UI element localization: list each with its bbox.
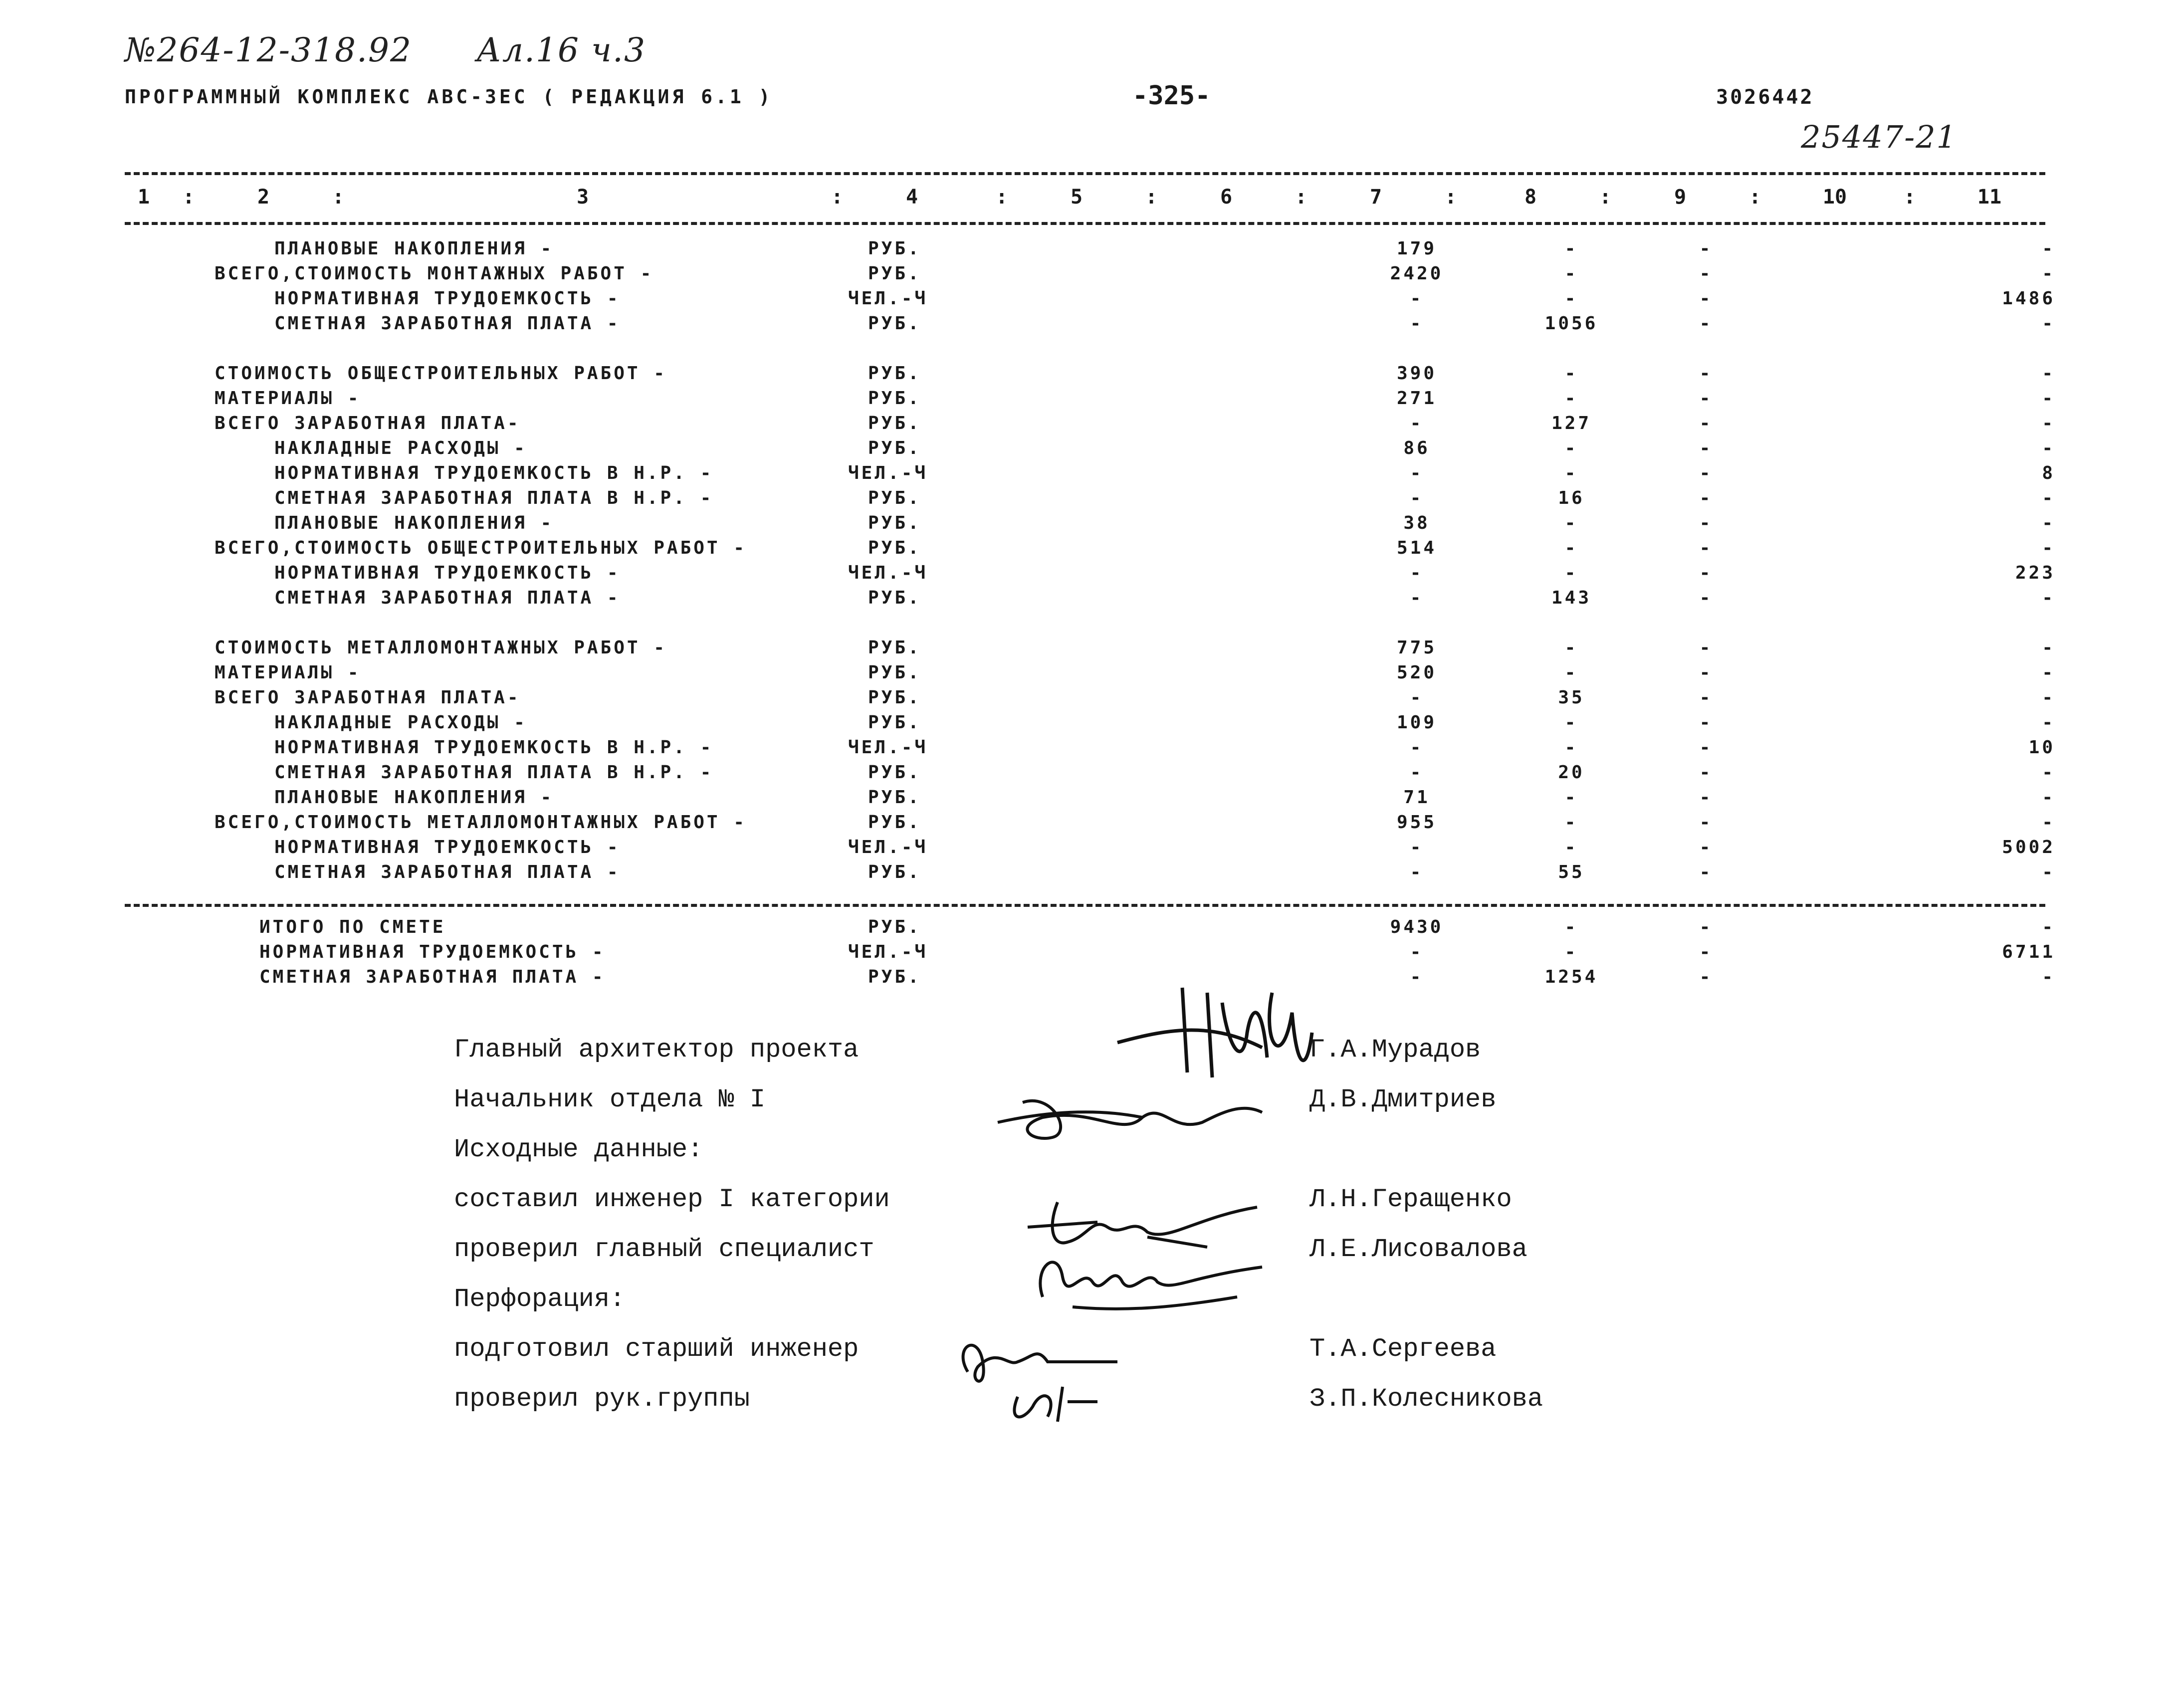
row-unit: РУБ. [868, 488, 921, 508]
col-8-value: 16 [1558, 488, 1585, 508]
col-7-value: - [1410, 588, 1424, 608]
col-8-value: - [1564, 917, 1578, 937]
col-9-value: - [1699, 737, 1713, 758]
row-label: ПЛАНОВЫЕ НАКОПЛЕНИЯ - [274, 513, 554, 533]
row-unit: РУБ. [868, 538, 921, 558]
col-7-value: 271 [1396, 388, 1437, 409]
col-9-value: - [1699, 662, 1713, 683]
col-8-value: - [1564, 638, 1578, 658]
row-unit: ЧЕЛ.-Ч [848, 942, 928, 962]
row-unit: ЧЕЛ.-Ч [848, 463, 928, 483]
col-9-value: - [1699, 762, 1713, 783]
col-8-value: - [1564, 712, 1578, 733]
col-11-value: - [2042, 917, 2055, 937]
table-row [0, 737, 2180, 762]
col-9-value: - [1699, 712, 1713, 733]
col-7-value: 179 [1396, 238, 1437, 259]
signatory-name: Л.Н.Геращенко [1309, 1185, 1512, 1214]
row-unit: РУБ. [868, 238, 921, 259]
table-top-rule [125, 172, 2045, 175]
row-label: ВСЕГО ЗАРАБОТНАЯ ПЛАТА- [215, 413, 521, 433]
table-row [0, 687, 2180, 712]
signatory-name: Л.Е.Лисовалова [1309, 1235, 1527, 1264]
row-label: ВСЕГО,СТОИМОСТЬ МЕТАЛЛОМОНТАЖНЫХ РАБОТ - [215, 812, 747, 833]
table-row [0, 413, 2180, 438]
col-11-value: - [2042, 588, 2055, 608]
col-11-value: - [2042, 967, 2055, 987]
col-9-value: - [1699, 687, 1713, 708]
row-label: СМЕТНАЯ ЗАРАБОТНАЯ ПЛАТА В Н.Р. - [274, 762, 714, 783]
signature-scribble-dmitriev [993, 1082, 1272, 1147]
table-row [0, 917, 2180, 942]
col-9-value: - [1699, 967, 1713, 987]
col-11-value: - [2042, 363, 2055, 384]
row-unit: РУБ. [868, 862, 921, 882]
col-8-value: 55 [1558, 862, 1585, 882]
column-separator: : [1145, 186, 1158, 209]
col-11-value: - [2042, 238, 2055, 259]
column-separator: : [1599, 186, 1612, 209]
column-header: 6 [1220, 186, 1233, 209]
row-unit: РУБ. [868, 712, 921, 733]
handwritten-reference-number: №264-12-318.92 [125, 31, 412, 69]
col-8-value: 143 [1551, 588, 1592, 608]
col-7-value: - [1410, 288, 1424, 309]
col-8-value: - [1564, 363, 1578, 384]
col-7-value: - [1410, 413, 1424, 433]
col-8-value: - [1564, 238, 1578, 259]
row-unit: РУБ. [868, 388, 921, 409]
col-11-value: 223 [2015, 563, 2055, 583]
col-8-value: 1056 [1544, 313, 1598, 334]
table-row [0, 967, 2180, 992]
col-7-value: 38 [1403, 513, 1430, 533]
program-title: ПРОГРАММНЫЙ КОМПЛЕКС АВС-3ЕС ( РЕДАКЦИЯ 6.1 ) [125, 86, 773, 108]
column-header: 8 [1524, 186, 1537, 209]
row-label: НАКЛАДНЫЕ РАСХОДЫ - [274, 438, 527, 458]
col-7-value: 2420 [1390, 263, 1444, 284]
col-7-value: - [1410, 563, 1424, 583]
table-row [0, 837, 2180, 862]
column-separator: : [1903, 186, 1916, 209]
row-unit: РУБ. [868, 812, 921, 833]
signature-role: подготовил старший инженер [454, 1334, 859, 1364]
column-header: 7 [1369, 186, 1382, 209]
col-8-value: - [1564, 662, 1578, 683]
row-label: НАКЛАДНЫЕ РАСХОДЫ - [274, 712, 527, 733]
table-header-rule [125, 222, 2045, 225]
row-unit: РУБ. [868, 662, 921, 683]
table-row [0, 862, 2180, 887]
table-row [0, 812, 2180, 837]
col-11-value: - [2042, 762, 2055, 783]
table-row [0, 563, 2180, 588]
row-label: ИТОГО ПО СМЕТЕ [259, 917, 446, 937]
col-9-value: - [1699, 862, 1713, 882]
table-row [0, 488, 2180, 513]
table-row [0, 263, 2180, 288]
col-8-value: - [1564, 812, 1578, 833]
column-separator: : [995, 186, 1008, 209]
column-separator: : [182, 186, 195, 209]
table-row [0, 662, 2180, 687]
col-9-value: - [1699, 488, 1713, 508]
col-8-value: 127 [1551, 413, 1592, 433]
row-unit: ЧЕЛ.-Ч [848, 737, 928, 758]
col-9-value: - [1699, 942, 1713, 962]
col-11-value: - [2042, 538, 2055, 558]
row-unit: РУБ. [868, 917, 921, 937]
table-row [0, 942, 2180, 967]
row-label: СМЕТНАЯ ЗАРАБОТНАЯ ПЛАТА - [274, 313, 621, 334]
row-label: СТОИМОСТЬ ОБЩЕСТРОИТЕЛЬНЫХ РАБОТ - [215, 363, 667, 384]
table-row [0, 538, 2180, 563]
signature-role: Исходные данные: [454, 1135, 703, 1164]
column-header: 1 [137, 186, 150, 209]
col-9-value: - [1699, 438, 1713, 458]
col-11-value: - [2042, 313, 2055, 334]
row-unit: РУБ. [868, 263, 921, 284]
col-11-value: 8 [2042, 463, 2055, 483]
table-row [0, 388, 2180, 413]
col-9-value: - [1699, 837, 1713, 857]
col-9-value: - [1699, 263, 1713, 284]
col-9-value: - [1699, 812, 1713, 833]
row-unit: РУБ. [868, 313, 921, 334]
row-unit: РУБ. [868, 762, 921, 783]
col-7-value: 520 [1396, 662, 1437, 683]
row-unit: РУБ. [868, 438, 921, 458]
column-header: 11 [1977, 186, 2002, 209]
col-8-value: 35 [1558, 687, 1585, 708]
col-7-value: 86 [1403, 438, 1430, 458]
signature-role: проверил рук.группы [454, 1384, 750, 1414]
signature-role: проверил главный специалист [454, 1235, 874, 1264]
signatory-name: Д.В.Дмитриев [1309, 1085, 1497, 1114]
table-row [0, 463, 2180, 488]
col-7-value: 9430 [1390, 917, 1444, 937]
document-code: 3026442 [1716, 86, 1814, 109]
table-row [0, 513, 2180, 538]
col-11-value: - [2042, 438, 2055, 458]
col-9-value: - [1699, 288, 1713, 309]
row-label: МАТЕРИАЛЫ - [215, 662, 361, 683]
row-unit: ЧЕЛ.-Ч [848, 563, 928, 583]
col-11-value: - [2042, 413, 2055, 433]
column-header: 9 [1674, 186, 1687, 209]
row-label: СМЕТНАЯ ЗАРАБОТНАЯ ПЛАТА - [274, 588, 621, 608]
col-11-value: - [2042, 662, 2055, 683]
column-separator: : [1295, 186, 1308, 209]
row-label: СМЕТНАЯ ЗАРАБОТНАЯ ПЛАТА - [259, 967, 606, 987]
signature-role: Начальник отдела № I [454, 1085, 766, 1114]
col-11-value: 5002 [2002, 837, 2055, 857]
row-label: НОРМАТИВНАЯ ТРУДОЕМКОСТЬ В Н.Р. - [274, 463, 714, 483]
table-row [0, 762, 2180, 787]
col-9-value: - [1699, 588, 1713, 608]
col-7-value: 71 [1403, 787, 1430, 808]
row-label: СМЕТНАЯ ЗАРАБОТНАЯ ПЛАТА В Н.Р. - [274, 488, 714, 508]
row-label: НОРМАТИВНАЯ ТРУДОЕМКОСТЬ - [274, 288, 621, 309]
table-row [0, 313, 2180, 338]
column-separator: : [831, 186, 844, 209]
row-unit: РУБ. [868, 363, 921, 384]
signatory-name: Г.А.Мурадов [1309, 1035, 1481, 1065]
row-label: ПЛАНОВЫЕ НАКОПЛЕНИЯ - [274, 238, 554, 259]
col-11-value: 6711 [2002, 942, 2055, 962]
column-separator: : [332, 186, 345, 209]
row-label: ВСЕГО ЗАРАБОТНАЯ ПЛАТА- [215, 687, 521, 708]
row-label: НОРМАТИВНАЯ ТРУДОЕМКОСТЬ В Н.Р. - [274, 737, 714, 758]
row-unit: РУБ. [868, 588, 921, 608]
page-number: -325- [1132, 81, 1211, 111]
col-8-value: - [1564, 288, 1578, 309]
signature-role: Перфорация: [454, 1284, 626, 1314]
row-label: ВСЕГО,СТОИМОСТЬ ОБЩЕСТРОИТЕЛЬНЫХ РАБОТ - [215, 538, 747, 558]
col-9-value: - [1699, 413, 1713, 433]
col-7-value: 390 [1396, 363, 1437, 384]
col-8-value: - [1564, 837, 1578, 857]
column-header: 10 [1822, 186, 1847, 209]
col-7-value: - [1410, 737, 1424, 758]
col-11-value: 1486 [2002, 288, 2055, 309]
col-7-value: - [1410, 762, 1424, 783]
col-9-value: - [1699, 238, 1713, 259]
column-separator: : [1444, 186, 1457, 209]
col-7-value: 109 [1396, 712, 1437, 733]
col-11-value: - [2042, 513, 2055, 533]
row-label: ПЛАНОВЫЕ НАКОПЛЕНИЯ - [274, 787, 554, 808]
col-8-value: - [1564, 388, 1578, 409]
row-unit: РУБ. [868, 787, 921, 808]
signatory-name: З.П.Колесникова [1309, 1384, 1543, 1414]
signatory-name: Т.А.Сергеева [1309, 1334, 1497, 1364]
table-row [0, 363, 2180, 388]
col-9-value: - [1699, 363, 1713, 384]
col-7-value: - [1410, 862, 1424, 882]
column-separator: : [1748, 186, 1761, 209]
table-total-rule [125, 904, 2045, 907]
row-unit: РУБ. [868, 687, 921, 708]
col-8-value: 20 [1558, 762, 1585, 783]
signature-role: Главный архитектор проекта [454, 1035, 859, 1065]
col-11-value: - [2042, 638, 2055, 658]
col-9-value: - [1699, 538, 1713, 558]
col-8-value: 1254 [1544, 967, 1598, 987]
col-9-value: - [1699, 513, 1713, 533]
table-row [0, 238, 2180, 263]
column-header-row [125, 186, 2045, 215]
column-header: 4 [905, 186, 918, 209]
col-9-value: - [1699, 787, 1713, 808]
row-unit: РУБ. [868, 638, 921, 658]
signature-scribble-lisovalova [1028, 1237, 1267, 1317]
col-9-value: - [1699, 638, 1713, 658]
col-11-value: 10 [2028, 737, 2055, 758]
col-7-value: - [1410, 967, 1424, 987]
row-unit: РУБ. [868, 413, 921, 433]
signature-row [0, 1035, 2180, 1070]
row-unit: ЧЕЛ.-Ч [848, 288, 928, 309]
col-8-value: - [1564, 787, 1578, 808]
col-7-value: - [1410, 837, 1424, 857]
column-header: 2 [257, 186, 270, 209]
col-7-value: - [1410, 942, 1424, 962]
col-7-value: - [1410, 687, 1424, 708]
col-7-value: - [1410, 313, 1424, 334]
col-11-value: - [2042, 787, 2055, 808]
column-header: 5 [1070, 186, 1083, 209]
handwritten-code: 25447-21 [1801, 119, 1958, 155]
col-9-value: - [1699, 917, 1713, 937]
row-label: НОРМАТИВНАЯ ТРУДОЕМКОСТЬ - [274, 563, 621, 583]
row-label: ВСЕГО,СТОИМОСТЬ МОНТАЖНЫХ РАБОТ - [215, 263, 654, 284]
col-11-value: - [2042, 812, 2055, 833]
col-11-value: - [2042, 712, 2055, 733]
table-row [0, 288, 2180, 313]
col-8-value: - [1564, 463, 1578, 483]
row-label: МАТЕРИАЛЫ - [215, 388, 361, 409]
col-7-value: 775 [1396, 638, 1437, 658]
col-8-value: - [1564, 942, 1578, 962]
table-row [0, 438, 2180, 463]
signature-scribble-sergeeva-kolesnikova [948, 1327, 1177, 1427]
row-label: СМЕТНАЯ ЗАРАБОТНАЯ ПЛАТА - [274, 862, 621, 882]
col-9-value: - [1699, 388, 1713, 409]
col-7-value: - [1410, 488, 1424, 508]
table-row [0, 588, 2180, 613]
col-11-value: - [2042, 687, 2055, 708]
col-9-value: - [1699, 313, 1713, 334]
col-9-value: - [1699, 563, 1713, 583]
row-unit: РУБ. [868, 967, 921, 987]
col-11-value: - [2042, 862, 2055, 882]
col-7-value: - [1410, 463, 1424, 483]
row-unit: РУБ. [868, 513, 921, 533]
table-row [0, 638, 2180, 662]
signature-scribble-muradov [1112, 973, 1322, 1092]
col-7-value: 955 [1396, 812, 1437, 833]
row-unit: ЧЕЛ.-Ч [848, 837, 928, 857]
row-label: СТОИМОСТЬ МЕТАЛЛОМОНТАЖНЫХ РАБОТ - [215, 638, 667, 658]
col-8-value: - [1564, 513, 1578, 533]
col-11-value: - [2042, 263, 2055, 284]
col-8-value: - [1564, 563, 1578, 583]
row-label: НОРМАТИВНАЯ ТРУДОЕМКОСТЬ - [259, 942, 606, 962]
signature-role: составил инженер I категории [454, 1185, 890, 1214]
col-8-value: - [1564, 538, 1578, 558]
col-8-value: - [1564, 737, 1578, 758]
table-row [0, 787, 2180, 812]
col-7-value: 514 [1396, 538, 1437, 558]
col-11-value: - [2042, 488, 2055, 508]
handwritten-sheet-label: Ал.16 ч.3 [476, 31, 646, 69]
col-9-value: - [1699, 463, 1713, 483]
col-8-value: - [1564, 263, 1578, 284]
col-11-value: - [2042, 388, 2055, 409]
column-header: 3 [576, 186, 589, 209]
table-row [0, 712, 2180, 737]
row-label: НОРМАТИВНАЯ ТРУДОЕМКОСТЬ - [274, 837, 621, 857]
col-8-value: - [1564, 438, 1578, 458]
